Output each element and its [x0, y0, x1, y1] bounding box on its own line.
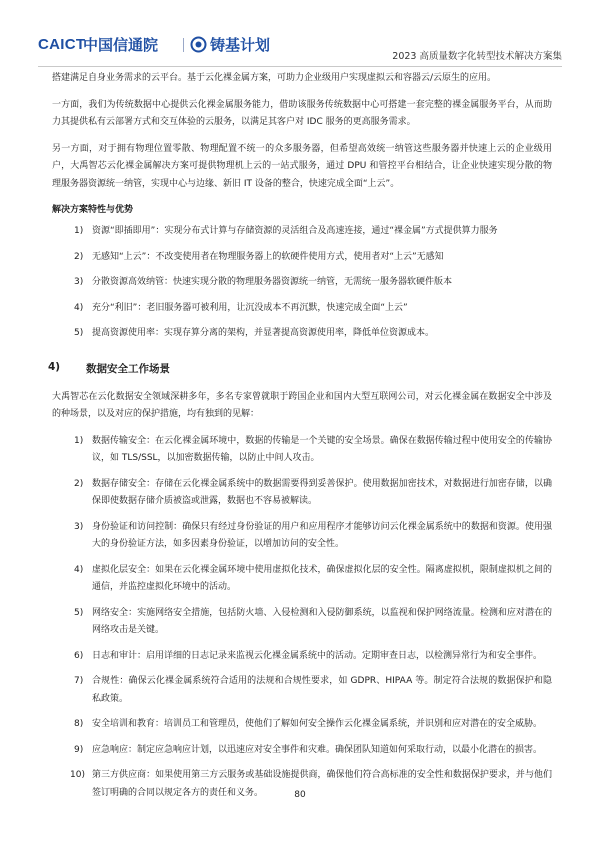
list-item: [52, 274, 552, 292]
list-text: 提高资源使用率：实现存算分离的架构，并显著提高资源使用率，降低单位资源成本。: [92, 328, 435, 338]
paragraph: 搭建满足自身业务需求的云平台。基于云化裸金属方案，可助力企业级用户实现虚拟云和容器云/云原生的应用。: [52, 73, 497, 83]
list-text: 资源“即插即用”：实现分布式计算与存储资源的灵活组合及高速连接，通过“裸金属”方式提供算力服务: [92, 226, 498, 236]
list-item: [52, 249, 552, 267]
list-number: 4): [74, 302, 84, 313]
list-item: [52, 716, 552, 734]
paragraph: 另一方面，对于拥有物理位置零散、物理配置不统一的众多服务器，但希望高效统一纳管这些服务器并快速上云的企业级用户，大禹智芯云化裸金属解决方案可提供物理机上云的一站式服务，通过 DPU 和管控平台相结合，让企业快速实现分散的物理服务器资源统一纳管，实现中心与边缘、新旧 IT 设备的整合，快速完成全面“上云”。: [52, 143, 552, 189]
list-number: 7): [74, 676, 84, 686]
list-text: 充分“利旧”：老旧服务器可被利用，让沉没成本不再沉默，快速完成全面“上云”: [92, 302, 408, 313]
section-number: 4): [48, 360, 61, 373]
page-number: 80: [294, 790, 306, 800]
logo-divider: [183, 38, 184, 52]
paragraph: 大禹智芯在云化数据安全领域深耕多年，多名专家曾就职于跨国企业和国内大型互联网公司，对云化裸金属在数据安全中涉及的种场景，以及对应的保护措施，均有独到的见解：: [52, 391, 552, 419]
list-text: 合规性：确保云化裸金属系统符合适用的法规和合规性要求，如 GDPR、HIPAA 等。制定符合法规的数据保护和隐私政策。: [92, 676, 552, 704]
list-text: 数据存储安全：存储在云化裸金属系统中的数据需要得到妥善保护。使用数据加密技术，对数据进行加密存储，以确保即使数据存储介质被盗或泄露，数据也不容易被解读。: [92, 478, 552, 506]
program-logo-text: 铸基计划: [210, 36, 271, 54]
list-number: 5): [74, 607, 84, 618]
page-body: [48, 70, 552, 810]
list-item: [52, 223, 552, 241]
list-item: [52, 519, 552, 554]
program-logo-icon: [190, 36, 207, 57]
list-number: 9): [74, 744, 84, 755]
list-item: [52, 562, 552, 597]
list-item: [52, 648, 552, 666]
list-text: 虚拟化层安全：如果在云化裸金属环境中使用虚拟化技术，确保虚拟化层的安全性。隔离虚拟机，限制虚拟机之间的通信，并监控虚拟化环境中的活动。: [92, 564, 552, 592]
list-number: 2): [74, 251, 84, 262]
list-text: 身份验证和访问控制：确保只有经过身份验证的用户和应用程序才能够访问云化裸金属系统中的数据和资源。使用强大的身份验证方法，如多因素身份验证，以增加访问的安全性。: [92, 521, 552, 549]
section-title: 数据安全工作场景: [86, 362, 170, 375]
caict-logo-text: 中国信通院: [83, 36, 159, 54]
list-number: 5): [74, 328, 84, 338]
subheading: 解决方案特性与优势: [52, 205, 134, 215]
list-number: 1): [74, 435, 84, 446]
section-heading: [32, 361, 552, 379]
caict-logo: CAICT: [38, 36, 86, 53]
list-number: 8): [74, 719, 84, 729]
list-number: 3): [74, 521, 84, 532]
list-text: 数据传输安全：在云化裸金属环境中，数据的传输是一个关键的安全场景。确保在数据传输过程中使用安全的传输协议，如 TLS/SSL，以加密数据传输，以防止中间人攻击。: [92, 435, 552, 463]
list-item: [52, 742, 552, 760]
list-item: [52, 476, 552, 511]
list-number: 10): [70, 770, 85, 780]
list-item: [52, 300, 552, 318]
list-number: 1): [74, 226, 84, 236]
document-title: 2023 高质量数字化转型技术解决方案集: [392, 51, 562, 62]
paragraph: 一方面，我们为传统数据中心提供云化裸金属服务能力，借助该服务传统数据中心可搭建一套完整的裸金属服务平台，从而助力其提供私有云部署方式和交互体验的云服务，以满足其客户对 IDC 服务的更高服务需求。: [52, 99, 552, 127]
list-item: [52, 325, 552, 343]
list-text: 网络安全：实施网络安全措施，包括防火墙、入侵检测和入侵防御系统，以监视和保护网络流量。检测和应对潜在的网络攻击是关键。: [92, 607, 552, 635]
list-number: 6): [74, 650, 84, 661]
list-number: 2): [74, 478, 84, 489]
list-text: 应急响应：制定应急响应计划，以迅速应对安全事件和灾难。确保团队知道如何采取行动，以最小化潜在的损害。: [92, 744, 543, 755]
list-item: [52, 605, 552, 640]
list-text: 安全培训和教育：培训员工和管理员，使他们了解如何安全操作云化裸金属系统，并识别和应对潜在的安全威胁。: [92, 719, 543, 729]
list-number: 4): [74, 564, 84, 575]
list-text: 无感知“上云”：不改变使用者在物理服务器上的软硬件使用方式，使用者对“上云”无感知: [92, 251, 444, 262]
list-number: 3): [74, 277, 84, 287]
list-item: [52, 433, 552, 468]
list-text: 日志和审计：启用详细的日志记录来监视云化裸金属系统中的活动。定期审查日志，以检测异常行为和安全事件。: [92, 650, 543, 661]
list-text: 第三方供应商：如果使用第三方云服务或基础设施提供商，确保他们符合高标准的安全性和数据保护要求，并与他们签订明确的合同以规定各方的责任和义务。: [92, 770, 552, 798]
list-item: [52, 673, 552, 708]
page-header: [0, 0, 600, 66]
list-text: 分散资源高效纳管：快速实现分散的物理服务器资源统一纳管，无需统一服务器软硬件版本: [92, 277, 453, 287]
header-divider: [38, 66, 562, 67]
